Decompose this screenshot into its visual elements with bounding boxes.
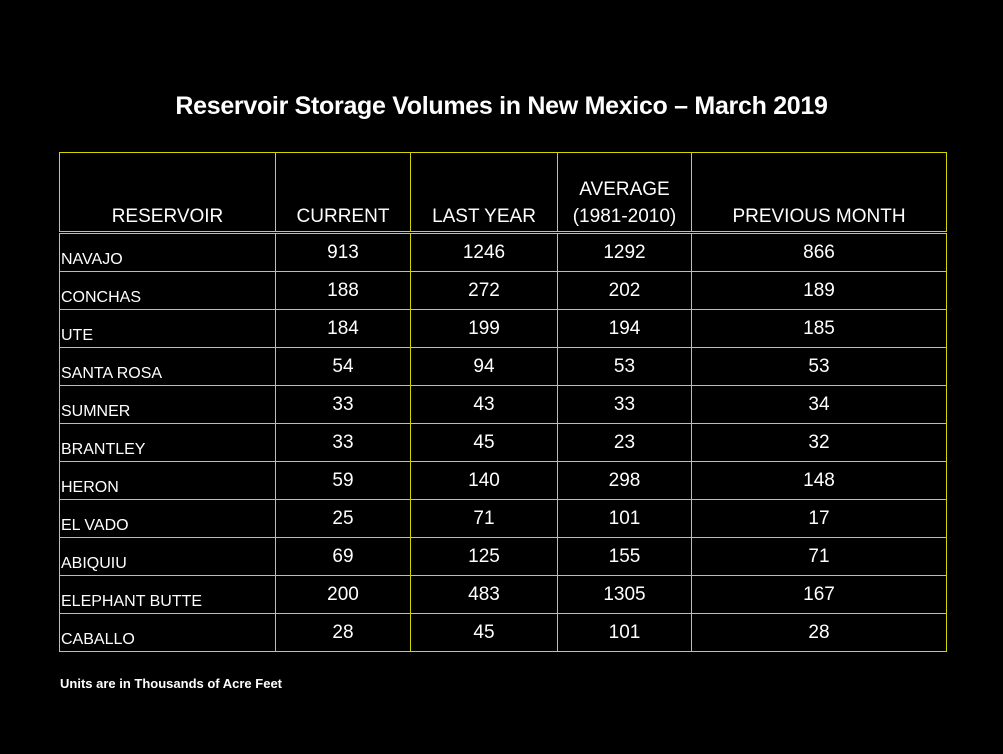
cell-reservoir: SUMNER	[60, 386, 276, 424]
header-average-label: AVERAGE	[579, 179, 670, 200]
cell-current: 184	[276, 310, 411, 348]
cell-last-year: 45	[411, 424, 558, 462]
cell-last-year: 199	[411, 310, 558, 348]
table-row	[60, 576, 947, 614]
cell-average: 155	[558, 538, 692, 576]
cell-previous-month: 28	[692, 614, 947, 652]
table-row	[60, 348, 947, 386]
cell-average: 23	[558, 424, 692, 462]
header-previous-month: PREVIOUS MONTH	[692, 153, 947, 233]
header-row	[60, 153, 947, 233]
cell-last-year: 483	[411, 576, 558, 614]
units-footnote: Units are in Thousands of Acre Feet	[60, 676, 283, 691]
table-row	[60, 614, 947, 652]
table-row	[60, 538, 947, 576]
cell-average: 101	[558, 614, 692, 652]
cell-previous-month: 189	[692, 272, 947, 310]
cell-previous-month: 71	[692, 538, 947, 576]
cell-previous-month: 185	[692, 310, 947, 348]
cell-average: 202	[558, 272, 692, 310]
cell-current: 54	[276, 348, 411, 386]
cell-previous-month: 167	[692, 576, 947, 614]
cell-last-year: 1246	[411, 233, 558, 272]
table-row	[60, 500, 947, 538]
cell-average: 101	[558, 500, 692, 538]
cell-average: 1292	[558, 233, 692, 272]
cell-last-year: 272	[411, 272, 558, 310]
table-row	[60, 310, 947, 348]
cell-reservoir: ELEPHANT BUTTE	[60, 576, 276, 614]
cell-last-year: 43	[411, 386, 558, 424]
cell-last-year: 45	[411, 614, 558, 652]
cell-current: 69	[276, 538, 411, 576]
cell-reservoir: CONCHAS	[60, 272, 276, 310]
cell-last-year: 140	[411, 462, 558, 500]
cell-current: 25	[276, 500, 411, 538]
cell-reservoir: CABALLO	[60, 614, 276, 652]
header-average-period: (1981-2010)	[572, 206, 677, 227]
cell-reservoir: UTE	[60, 310, 276, 348]
header-last-year: LAST YEAR	[411, 153, 558, 233]
cell-reservoir: NAVAJO	[60, 233, 276, 272]
table-row	[60, 462, 947, 500]
cell-previous-month: 32	[692, 424, 947, 462]
cell-average: 33	[558, 386, 692, 424]
cell-current: 913	[276, 233, 411, 272]
cell-reservoir: HERON	[60, 462, 276, 500]
cell-average: 1305	[558, 576, 692, 614]
cell-reservoir: ABIQUIU	[60, 538, 276, 576]
chart-title: Reservoir Storage Volumes in New Mexico – March 2019	[175, 92, 828, 120]
table-row	[60, 424, 947, 462]
cell-last-year: 125	[411, 538, 558, 576]
cell-reservoir: EL VADO	[60, 500, 276, 538]
cell-reservoir: SANTA ROSA	[60, 348, 276, 386]
cell-current: 33	[276, 424, 411, 462]
header-reservoir: RESERVOIR	[60, 153, 276, 233]
table-row	[60, 233, 947, 272]
cell-previous-month: 866	[692, 233, 947, 272]
cell-previous-month: 148	[692, 462, 947, 500]
reservoir-table	[59, 152, 947, 652]
header-current: CURRENT	[276, 153, 411, 233]
table-row	[60, 386, 947, 424]
cell-average: 298	[558, 462, 692, 500]
cell-current: 33	[276, 386, 411, 424]
table-row	[60, 272, 947, 310]
cell-previous-month: 53	[692, 348, 947, 386]
header-average	[558, 153, 692, 233]
cell-last-year: 71	[411, 500, 558, 538]
cell-current: 59	[276, 462, 411, 500]
cell-previous-month: 17	[692, 500, 947, 538]
cell-current: 28	[276, 614, 411, 652]
cell-average: 53	[558, 348, 692, 386]
cell-average: 194	[558, 310, 692, 348]
cell-current: 200	[276, 576, 411, 614]
cell-current: 188	[276, 272, 411, 310]
cell-last-year: 94	[411, 348, 558, 386]
cell-previous-month: 34	[692, 386, 947, 424]
cell-reservoir: BRANTLEY	[60, 424, 276, 462]
